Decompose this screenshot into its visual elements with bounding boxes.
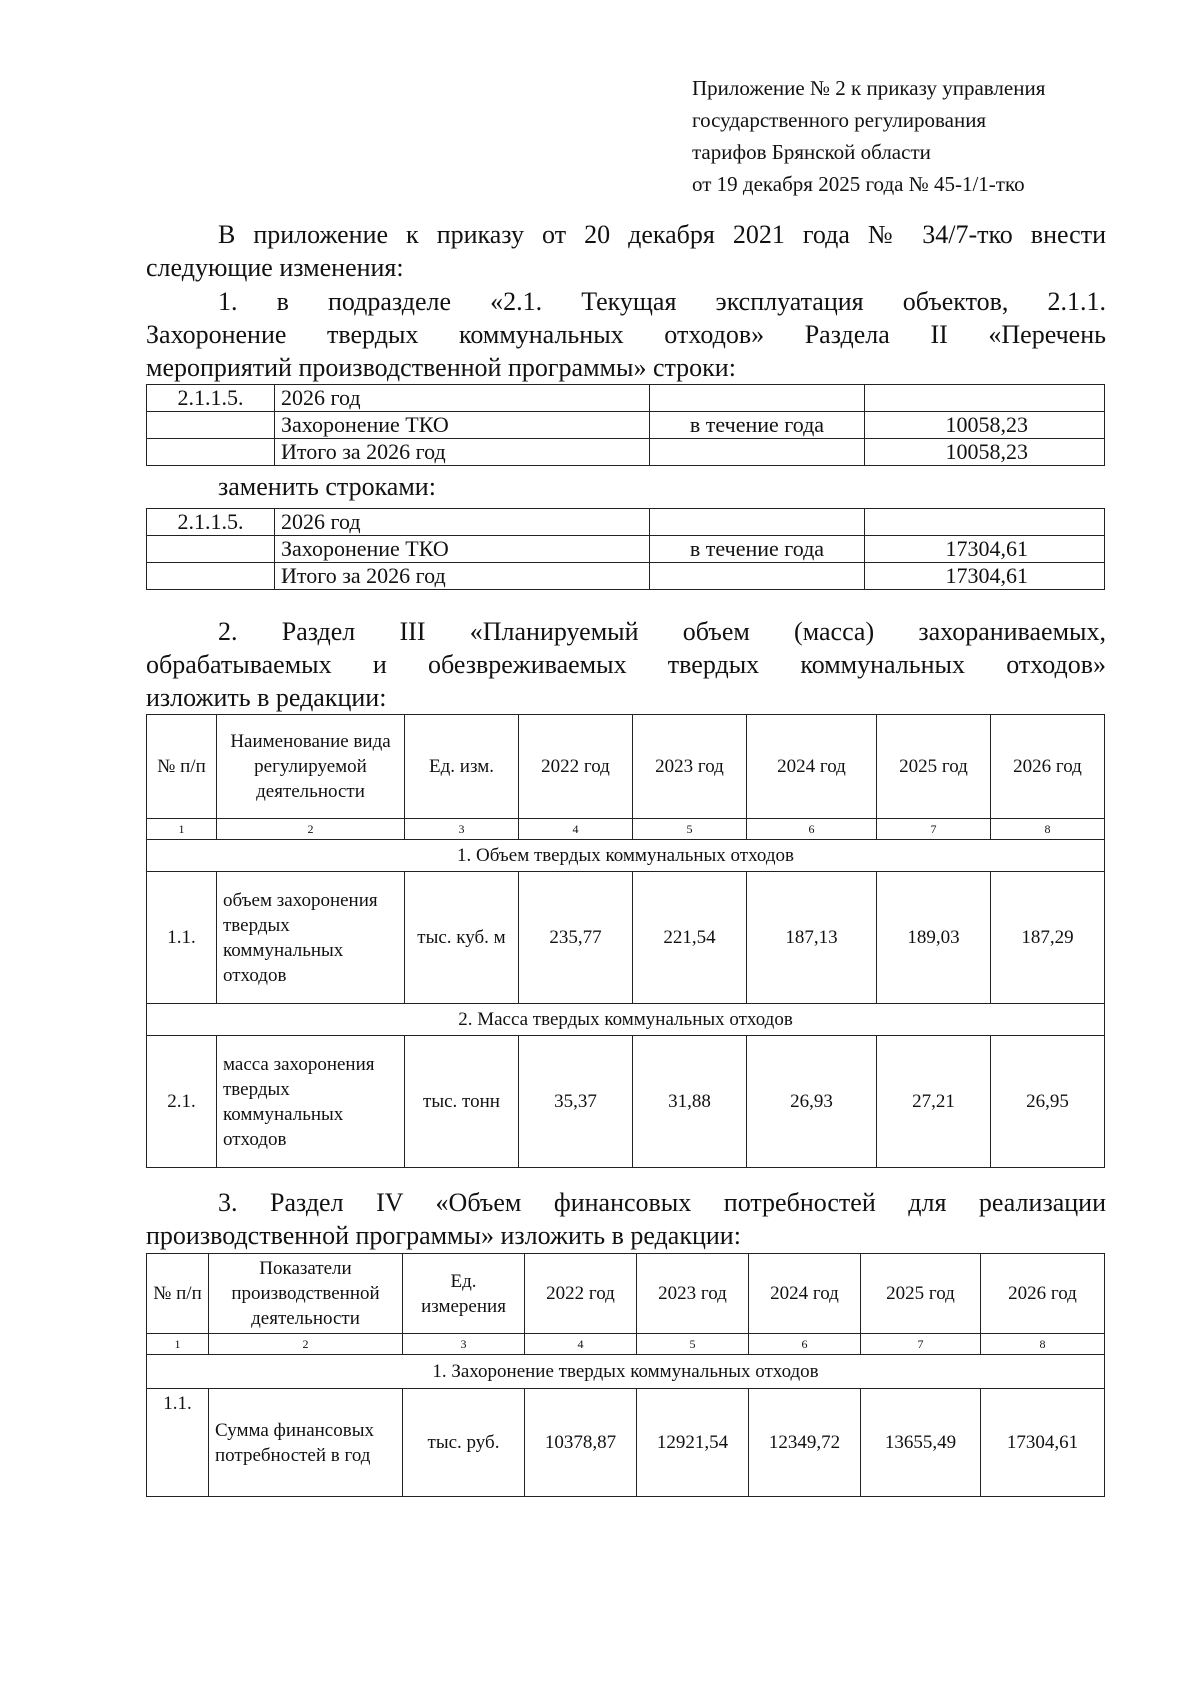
volume-table [146,714,1105,1168]
header-cell: 2022 год [519,715,633,819]
item1-paragraph-end [146,351,1106,384]
table-row [147,1389,1105,1497]
table-cell: в течение года [650,412,865,439]
intro-line: В приложение к приказу от 20 декабря 2021 года № 34/7-тко внести [218,220,1106,249]
header-cell: № п/п [147,715,217,819]
section-title: 1. Объем твердых коммунальных отходов [147,840,1105,872]
table-cell: Итого за 2026 год [275,439,650,466]
table-cell [650,509,865,536]
column-number: 1 [147,819,217,840]
table-cell: 13655,49 [861,1389,981,1497]
column-number: 2 [209,1334,403,1355]
new-rows-table [146,508,1105,590]
header-cell: Ед. измерения [403,1254,525,1334]
old-rows-table [146,384,1105,466]
table-cell [147,563,275,590]
column-number-row [147,1334,1105,1355]
finance-table [146,1253,1105,1497]
header-line: государственного регулирования [692,108,987,132]
section-row [147,1355,1105,1389]
item1-paragraph [146,285,1106,351]
section-title: 2. Масса твердых коммунальных отходов [147,1004,1105,1036]
replace-label-text: заменить строками: [218,472,436,501]
intro-line: следующие изменения: [146,253,404,282]
header-cell: 2026 год [991,715,1105,819]
table-cell: 2026 год [275,509,650,536]
column-number: 8 [981,1334,1105,1355]
header-cell: № п/п [147,1254,209,1334]
table-cell: 12921,54 [637,1389,749,1497]
table-cell [147,412,275,439]
table-row [147,563,1105,590]
intro-paragraph-end [146,251,1106,284]
header-cell: 2025 год [861,1254,981,1334]
column-number: 4 [525,1334,637,1355]
column-number: 4 [519,819,633,840]
table-cell: 31,88 [633,1036,747,1168]
table-header-row [147,715,1105,819]
table-cell: 17304,61 [981,1389,1105,1497]
table-cell: Захоронение ТКО [275,536,650,563]
table-cell: тыс. тонн [405,1036,519,1168]
column-number: 7 [877,819,991,840]
item3-line: производственной программы» изложить в редакции: [146,1221,741,1250]
table-cell: Сумма финансовых потребностей в год [209,1389,403,1497]
table-cell: 35,37 [519,1036,633,1168]
item3-paragraph [146,1186,1106,1219]
column-number: 5 [637,1334,749,1355]
item2-paragraph [146,615,1106,681]
header-cell: 2024 год [749,1254,861,1334]
header-cell: 2025 год [877,715,991,819]
item3-paragraph-end [146,1219,1106,1252]
header-cell: 2023 год [633,715,747,819]
table-cell [650,563,865,590]
table-cell: тыс. куб. м [405,872,519,1004]
header-cell: 2026 год [981,1254,1105,1334]
replace-label [218,470,918,503]
table-cell: 10058,23 [865,412,1105,439]
header-cell: Наименование вида регулируемой деятельности [217,715,405,819]
table-cell: 2.1.1.5. [147,509,275,536]
table-cell: 12349,72 [749,1389,861,1497]
table-cell [865,509,1105,536]
header-line: тарифов Брянской области [692,140,931,164]
table-cell: 17304,61 [865,563,1105,590]
table-cell: 2.1. [147,1036,217,1168]
table-cell: Захоронение ТКО [275,412,650,439]
table-cell [147,439,275,466]
table-row [147,872,1105,1004]
table-cell [650,439,865,466]
table-row [147,509,1105,536]
table-cell: 27,21 [877,1036,991,1168]
table-cell: Итого за 2026 год [275,563,650,590]
column-number: 8 [991,819,1105,840]
section-title: 1. Захоронение твердых коммунальных отходов [147,1355,1105,1389]
table-cell: 26,93 [747,1036,877,1168]
column-number: 2 [217,819,405,840]
column-number: 3 [403,1334,525,1355]
column-number: 6 [749,1334,861,1355]
item1-line: 1. в подразделе «2.1. Текущая эксплуатация объектов, 2.1.1. [218,287,1106,316]
table-cell: 187,29 [991,872,1105,1004]
table-cell: 187,13 [747,872,877,1004]
table-header-row [147,1254,1105,1334]
table-cell: 10378,87 [525,1389,637,1497]
column-number: 5 [633,819,747,840]
table-cell: объем захоронения твердых коммунальных отходов [217,872,405,1004]
item1-line: мероприятий производственной программы» строки: [146,353,736,382]
table-cell [650,385,865,412]
item1-line: Захоронение твердых коммунальных отходов» Раздела II «Перечень [146,320,1106,349]
column-number-row [147,819,1105,840]
header-cell: 2022 год [525,1254,637,1334]
column-number: 7 [861,1334,981,1355]
header-cell: 2023 год [637,1254,749,1334]
table-cell: масса захоронения твердых коммунальных отходов [217,1036,405,1168]
column-number: 3 [405,819,519,840]
header-line: Приложение № 2 к приказу управления [692,76,1046,100]
column-number: 1 [147,1334,209,1355]
section-row [147,1004,1105,1036]
table-cell: 17304,61 [865,536,1105,563]
table-row [147,1036,1105,1168]
table-cell: 235,77 [519,872,633,1004]
table-cell: 10058,23 [865,439,1105,466]
item2-paragraph-end [146,681,1106,714]
table-row [147,412,1105,439]
header-cell: 2024 год [747,715,877,819]
header-cell: Показатели производственной деятельности [209,1254,403,1334]
table-cell: 189,03 [877,872,991,1004]
table-row [147,385,1105,412]
table-row [147,536,1105,563]
item2-line: изложить в редакции: [146,683,387,712]
table-cell: 221,54 [633,872,747,1004]
table-cell [865,385,1105,412]
table-cell: 1.1. [147,1389,209,1497]
header-line: от 19 декабря 2025 года № 45-1/1-тко [692,172,1025,196]
table-cell: 26,95 [991,1036,1105,1168]
intro-paragraph [146,218,1106,251]
column-number: 6 [747,819,877,840]
appendix-header [692,72,1162,200]
table-row [147,439,1105,466]
item2-line: обрабатываемых и обезвреживаемых твердых коммунальных отходов» [146,650,1106,679]
section-row [147,840,1105,872]
header-cell: Ед. изм. [405,715,519,819]
item2-line: 2. Раздел III «Планируемый объем (масса) захораниваемых, [218,617,1106,646]
table-cell: тыс. руб. [403,1389,525,1497]
item3-line: 3. Раздел IV «Объем финансовых потребностей для реализации [218,1188,1106,1217]
table-cell: 2026 год [275,385,650,412]
table-cell: 2.1.1.5. [147,385,275,412]
table-cell [147,536,275,563]
table-cell: 1.1. [147,872,217,1004]
table-cell: в течение года [650,536,865,563]
